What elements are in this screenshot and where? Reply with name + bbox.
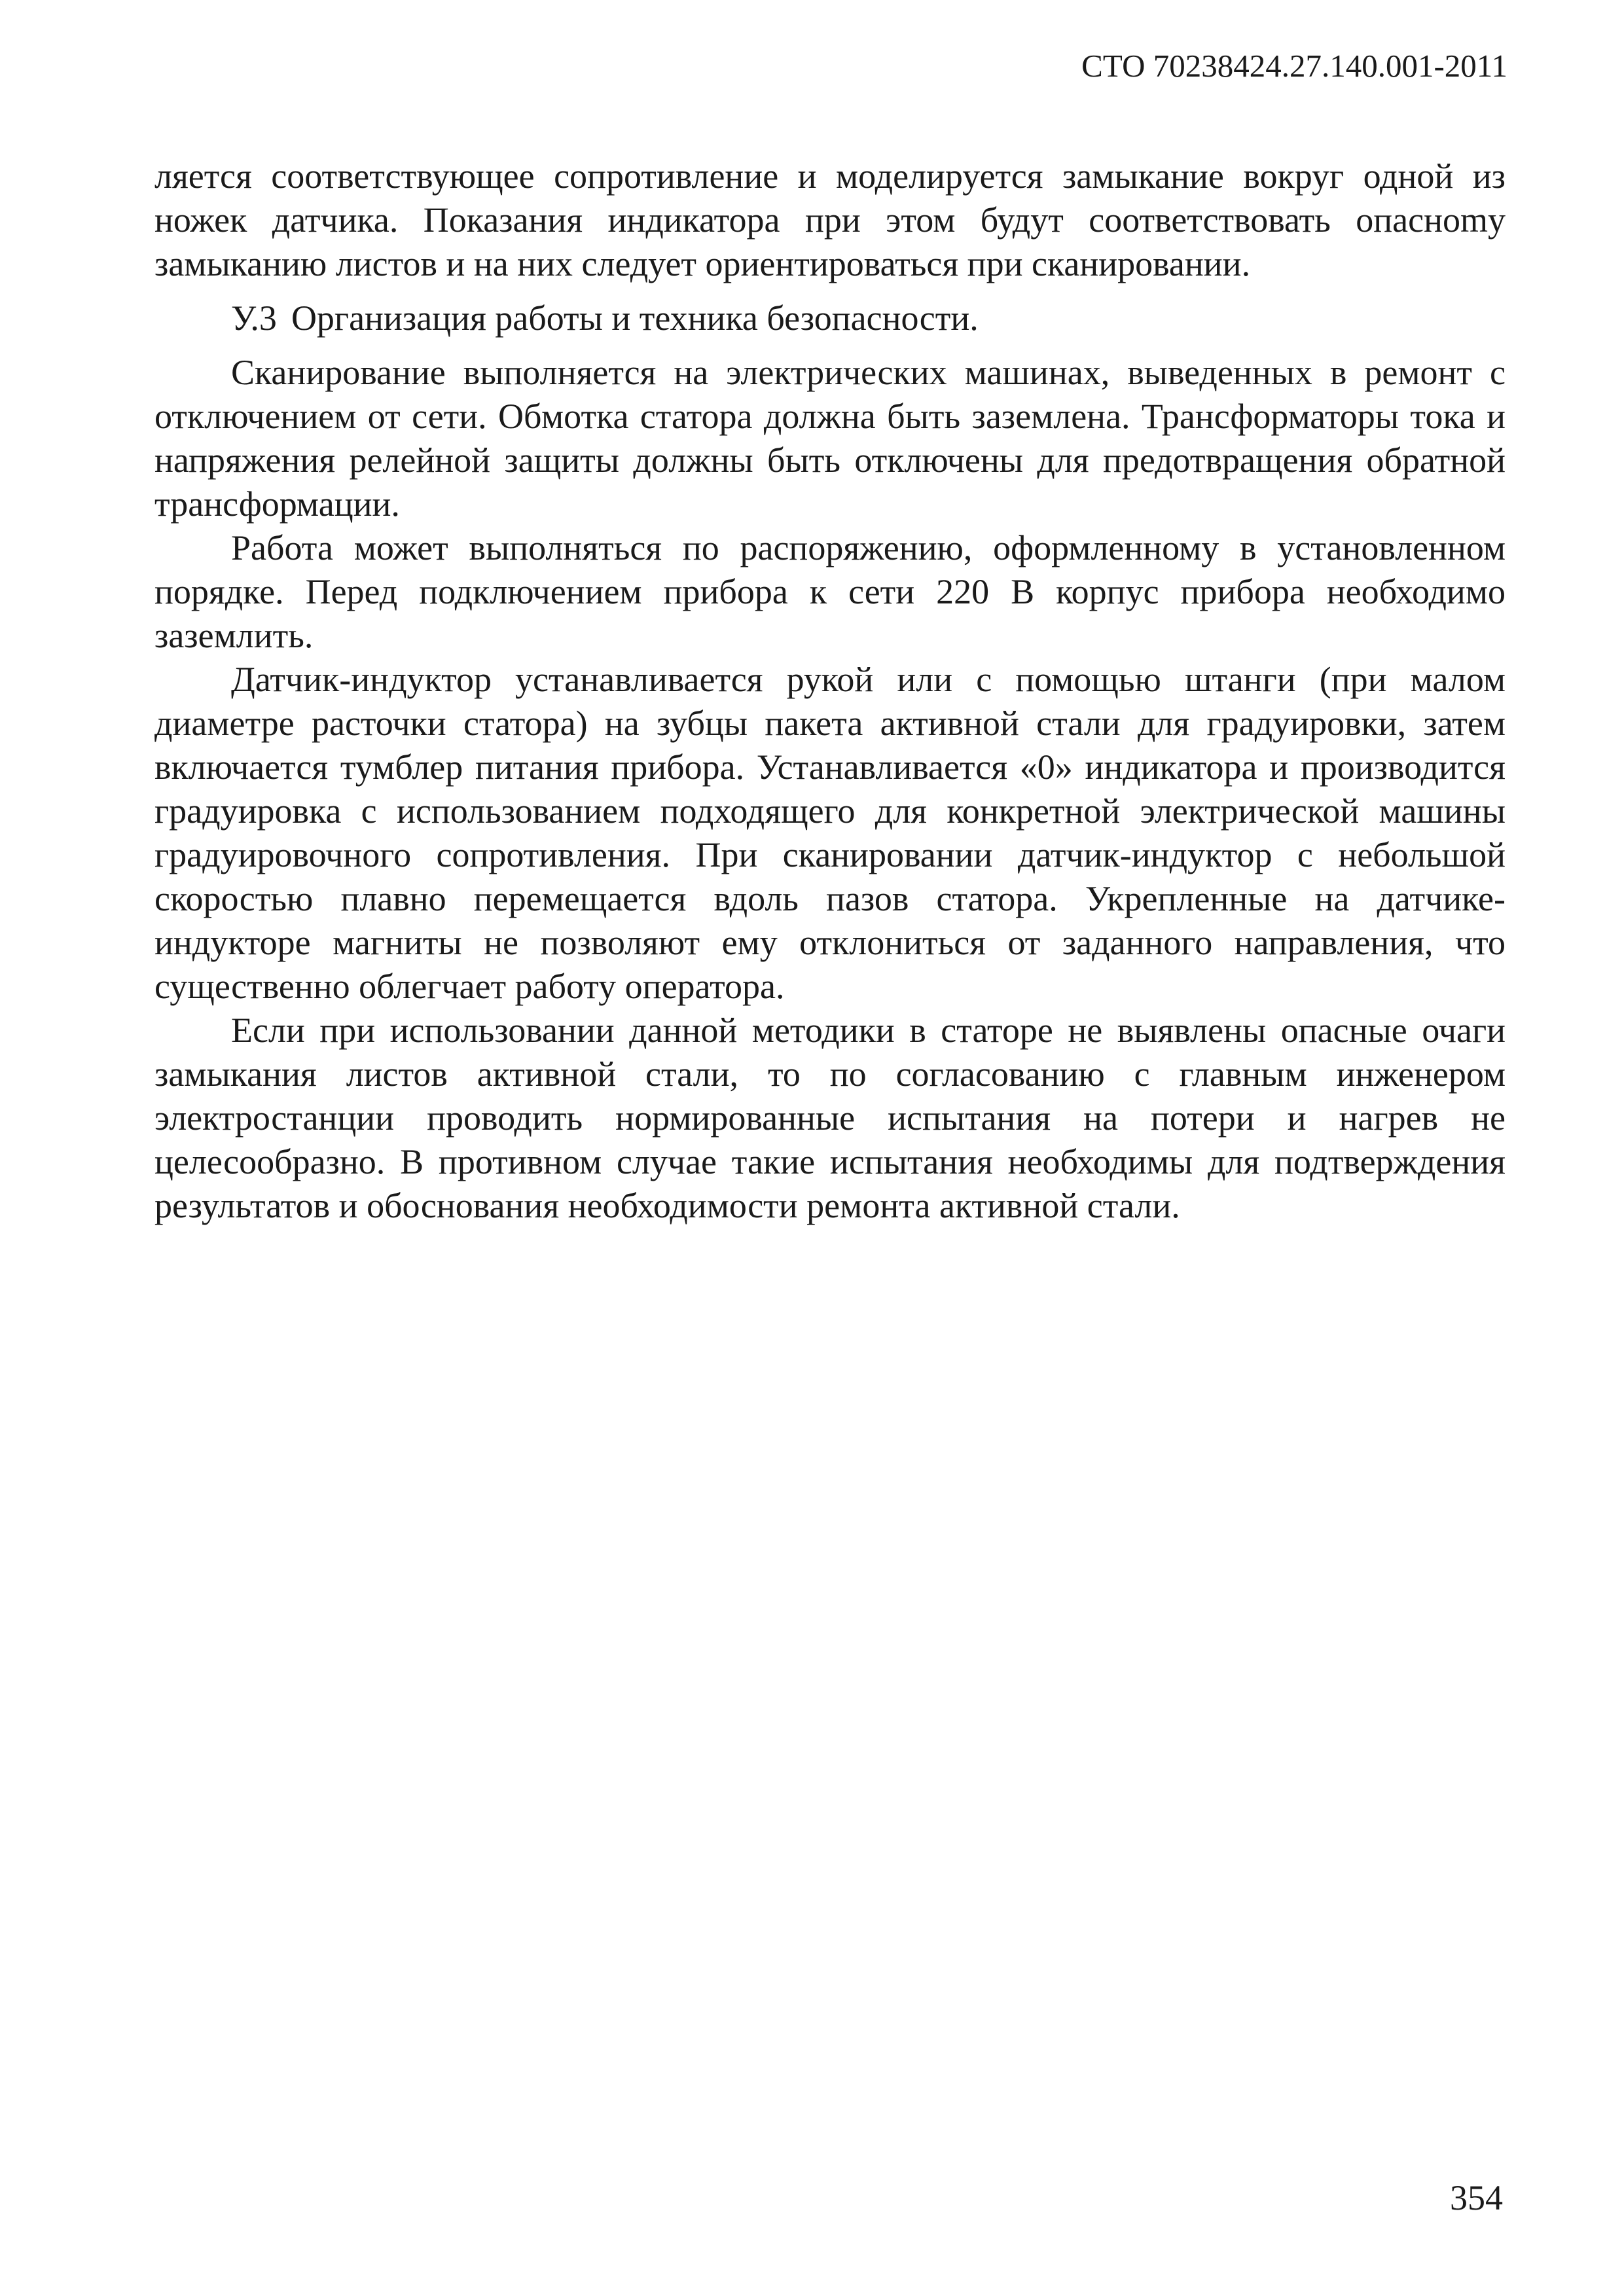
section-heading [154, 296, 1506, 340]
page-number: 354 [1450, 2178, 1503, 2217]
paragraph-work-order: Работа может выполняться по распоряжению, оформленному в установленном порядке. Перед подключением прибора к сети 220 В корпус прибора необходимо заземлить. [154, 528, 1506, 655]
section-number: У.3 [231, 298, 277, 338]
document-body [154, 154, 1506, 1228]
paragraph-continuation: ляется соответствующее сопротивление и моделируется замыкание вокруг одной из ножек датчика. Показания индикатора при этом будут соответствовать опасноmу замыканию листов и на них следует ориентироваться при сканировании. [154, 156, 1506, 283]
section-title: Организация работы и техника безопасности. [291, 298, 979, 338]
paragraph-sensor-procedure: Датчик-индуктор устанавливается рукой или с помощью штанги (при малом диаметре расточки статора) на зубцы пакета активной стали для градуировки, затем включается тумблер питания прибора. Устанавливается «0» индикатора и производится градуировка с использованием подходящего для конкретной электрической машины градуировочного сопротивления. При сканировании датчик-индуктор с небольшой скоростью плавно перемещается вдоль пазов статора. Укрепленные на датчике-индукторе магниты не позволяют ему отклониться от заданного направления, что существенно облегчает работу оператора. [154, 660, 1506, 1006]
document-code-header: СТО 70238424.27.140.001-2011 [1081, 48, 1507, 84]
paragraph-scanning-conditions: Сканирование выполняется на электрических машинах, выведенных в ремонт с отключением от сети. Обмотка статора должна быть заземлена. Трансформаторы тока и напряжения релейной защиты должны быть отключены для предотвращения обратной трансформации. [154, 353, 1506, 524]
paragraph-conclusion: Если при использовании данной методики в статоре не выявлены опасные очаги замыкания листов активной стали, то по согласованию с главным инженером электростанции проводить нормированные испытания на потери и нагрев не целесообразно. В противном случае такие испытания необходимы для подтверждения результатов и обоснования необходимости ремонта активной стали. [154, 1011, 1506, 1225]
